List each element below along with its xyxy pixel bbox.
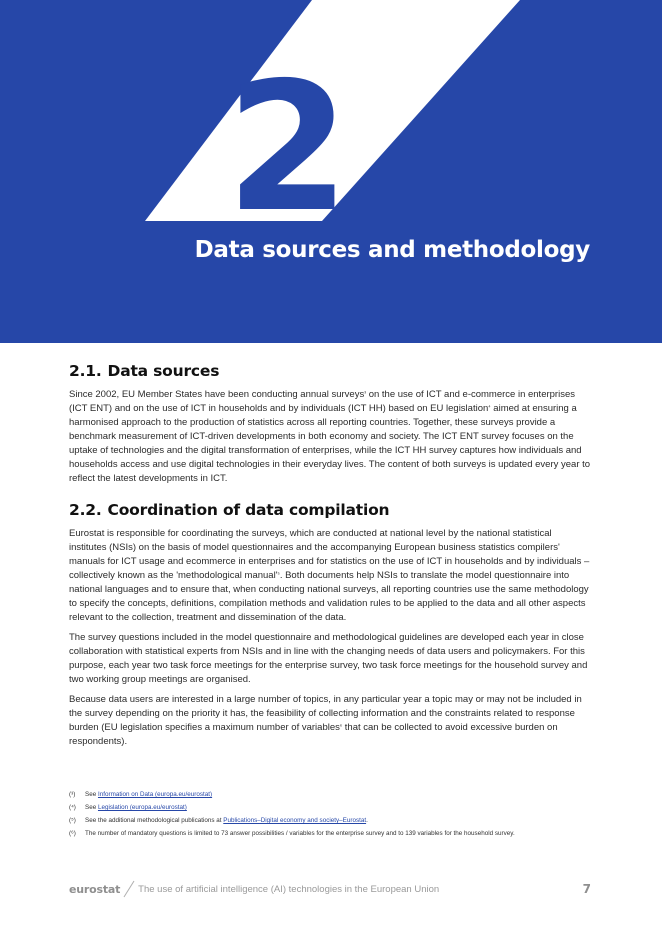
section-data-sources: [69, 362, 591, 486]
footnote-number: (⁴): [69, 804, 76, 811]
footnote-link[interactable]: Publications–Digital economy and society–Eurostat: [223, 817, 367, 824]
footnote-number: (⁶): [69, 830, 76, 837]
chapter-title: Data sources and methodology: [194, 237, 590, 263]
paragraph: Eurostat is responsible for coordinating the surveys, which are conducted at national level by the national statistical institutes (NSIs) on the basis of model questionnaires and the accompanying European business statistics compilers' manuals for ICT usage and ecommerce in enterprises and for statistics on the use of ICT in households and by individuals – collectively known as the 'methodological $manual'^{^5}$. Both documents help NSIs to translate the model questionnaire into national languages and to ensure that, when conducting national surveys, all reporting countries use the same methodology to specify the concepts, definitions, compilation methods and validation rules to be applied to the data and all other aspects relevant to the collection, treatment and dissemination of the data.: [69, 528, 590, 623]
footnote: [69, 830, 609, 838]
footnote-prefix: See: [85, 791, 98, 798]
main-content: [69, 362, 591, 755]
footnote-link[interactable]: Information on Data (europa.eu/eurostat): [97, 791, 213, 798]
footnote-reference[interactable]: ⁶: [339, 724, 343, 730]
eurostat-logo: eurostat: [69, 882, 121, 896]
footnotes: [69, 791, 609, 843]
footnote-reference[interactable]: ³: [364, 391, 367, 397]
footnote-prefix: See the additional methodological publications at: [85, 817, 224, 824]
footnote-prefix: See: [85, 804, 98, 811]
footnote-reference[interactable]: ⁴: [488, 405, 491, 411]
footnote-text: The number of mandatory questions is limited to 73 answer possibilities / variables for the enterprise survey and to 139 variables for the household survey.: [85, 830, 515, 837]
footnote-text: [85, 791, 212, 799]
page-footer: [69, 880, 591, 898]
footnote: [69, 817, 609, 825]
footnote: [69, 791, 609, 799]
footnote-reference[interactable]: ⁵: [277, 572, 280, 578]
publication-title: The use of artificial intelligence (AI) technologies in the European Union: [138, 883, 440, 895]
section-number: 2.1.: [69, 362, 102, 380]
footnote-text: [85, 804, 187, 812]
paragraph: Since 2002, EU Member States have been conducting annual surveys$^{^3}$ on the use of ICT and e-commerce in enterprises (ICT ENT) and on the use of ICT in households and by individuals (ICT HH) based on EU legislation$^{^4}$ aimed at ensuring a harmonised approach to the production of statistics across all reporting countries. Together, these surveys provide a benchmark measurement of ICT-driven developments in both economy and society. The ICT ENT survey focuses on the uptake of technologies and the digital transformation of enterprises, while the ICT HH survey captures how individuals and households access and use digital technologies in their everyday lives. The content of both surveys is updated every year to reflect the latest developments in ICT.: [69, 389, 591, 484]
section-title: Coordination of data compilation: [107, 501, 390, 519]
section-heading: [69, 362, 591, 380]
slash-divider-icon: [123, 880, 135, 898]
footnote-number: (⁵): [69, 817, 76, 824]
footnote-number: (³): [69, 791, 76, 798]
paragraph: The survey questions included in the model questionnaire and methodological guidelines are developed each year in close collaboration with statistical experts from NSIs and in line with the changing needs of data users and policymakers. For this purpose, each year two task force meetings for the enterprise survey, two task force meetings for the household survey and two working group meetings are organised.: [69, 632, 588, 685]
section-number: 2.2.: [69, 501, 102, 519]
section-coordination: [69, 501, 591, 749]
footnote: [69, 804, 609, 812]
section-heading: [69, 501, 591, 519]
footnote-link[interactable]: Legislation (europa.eu/eurostat): [97, 804, 187, 811]
chapter-number: 2: [226, 44, 344, 251]
footnote-suffix: .: [366, 817, 368, 824]
chapter-banner: [0, 0, 662, 343]
page-number: 7: [582, 882, 591, 896]
paragraph: Because data users are interested in a large number of topics, in any particular year a topic may or may not be included in the survey depending on the priority it has, the feasibility of collecting information and the constraints related to response burden (EU legislation specifies a maximum number of variables$^{^6}$ that can be collected to avoid excessive burden on respondents).: [69, 694, 582, 747]
section-title: Data sources: [107, 362, 220, 380]
footnote-text: [85, 817, 368, 825]
